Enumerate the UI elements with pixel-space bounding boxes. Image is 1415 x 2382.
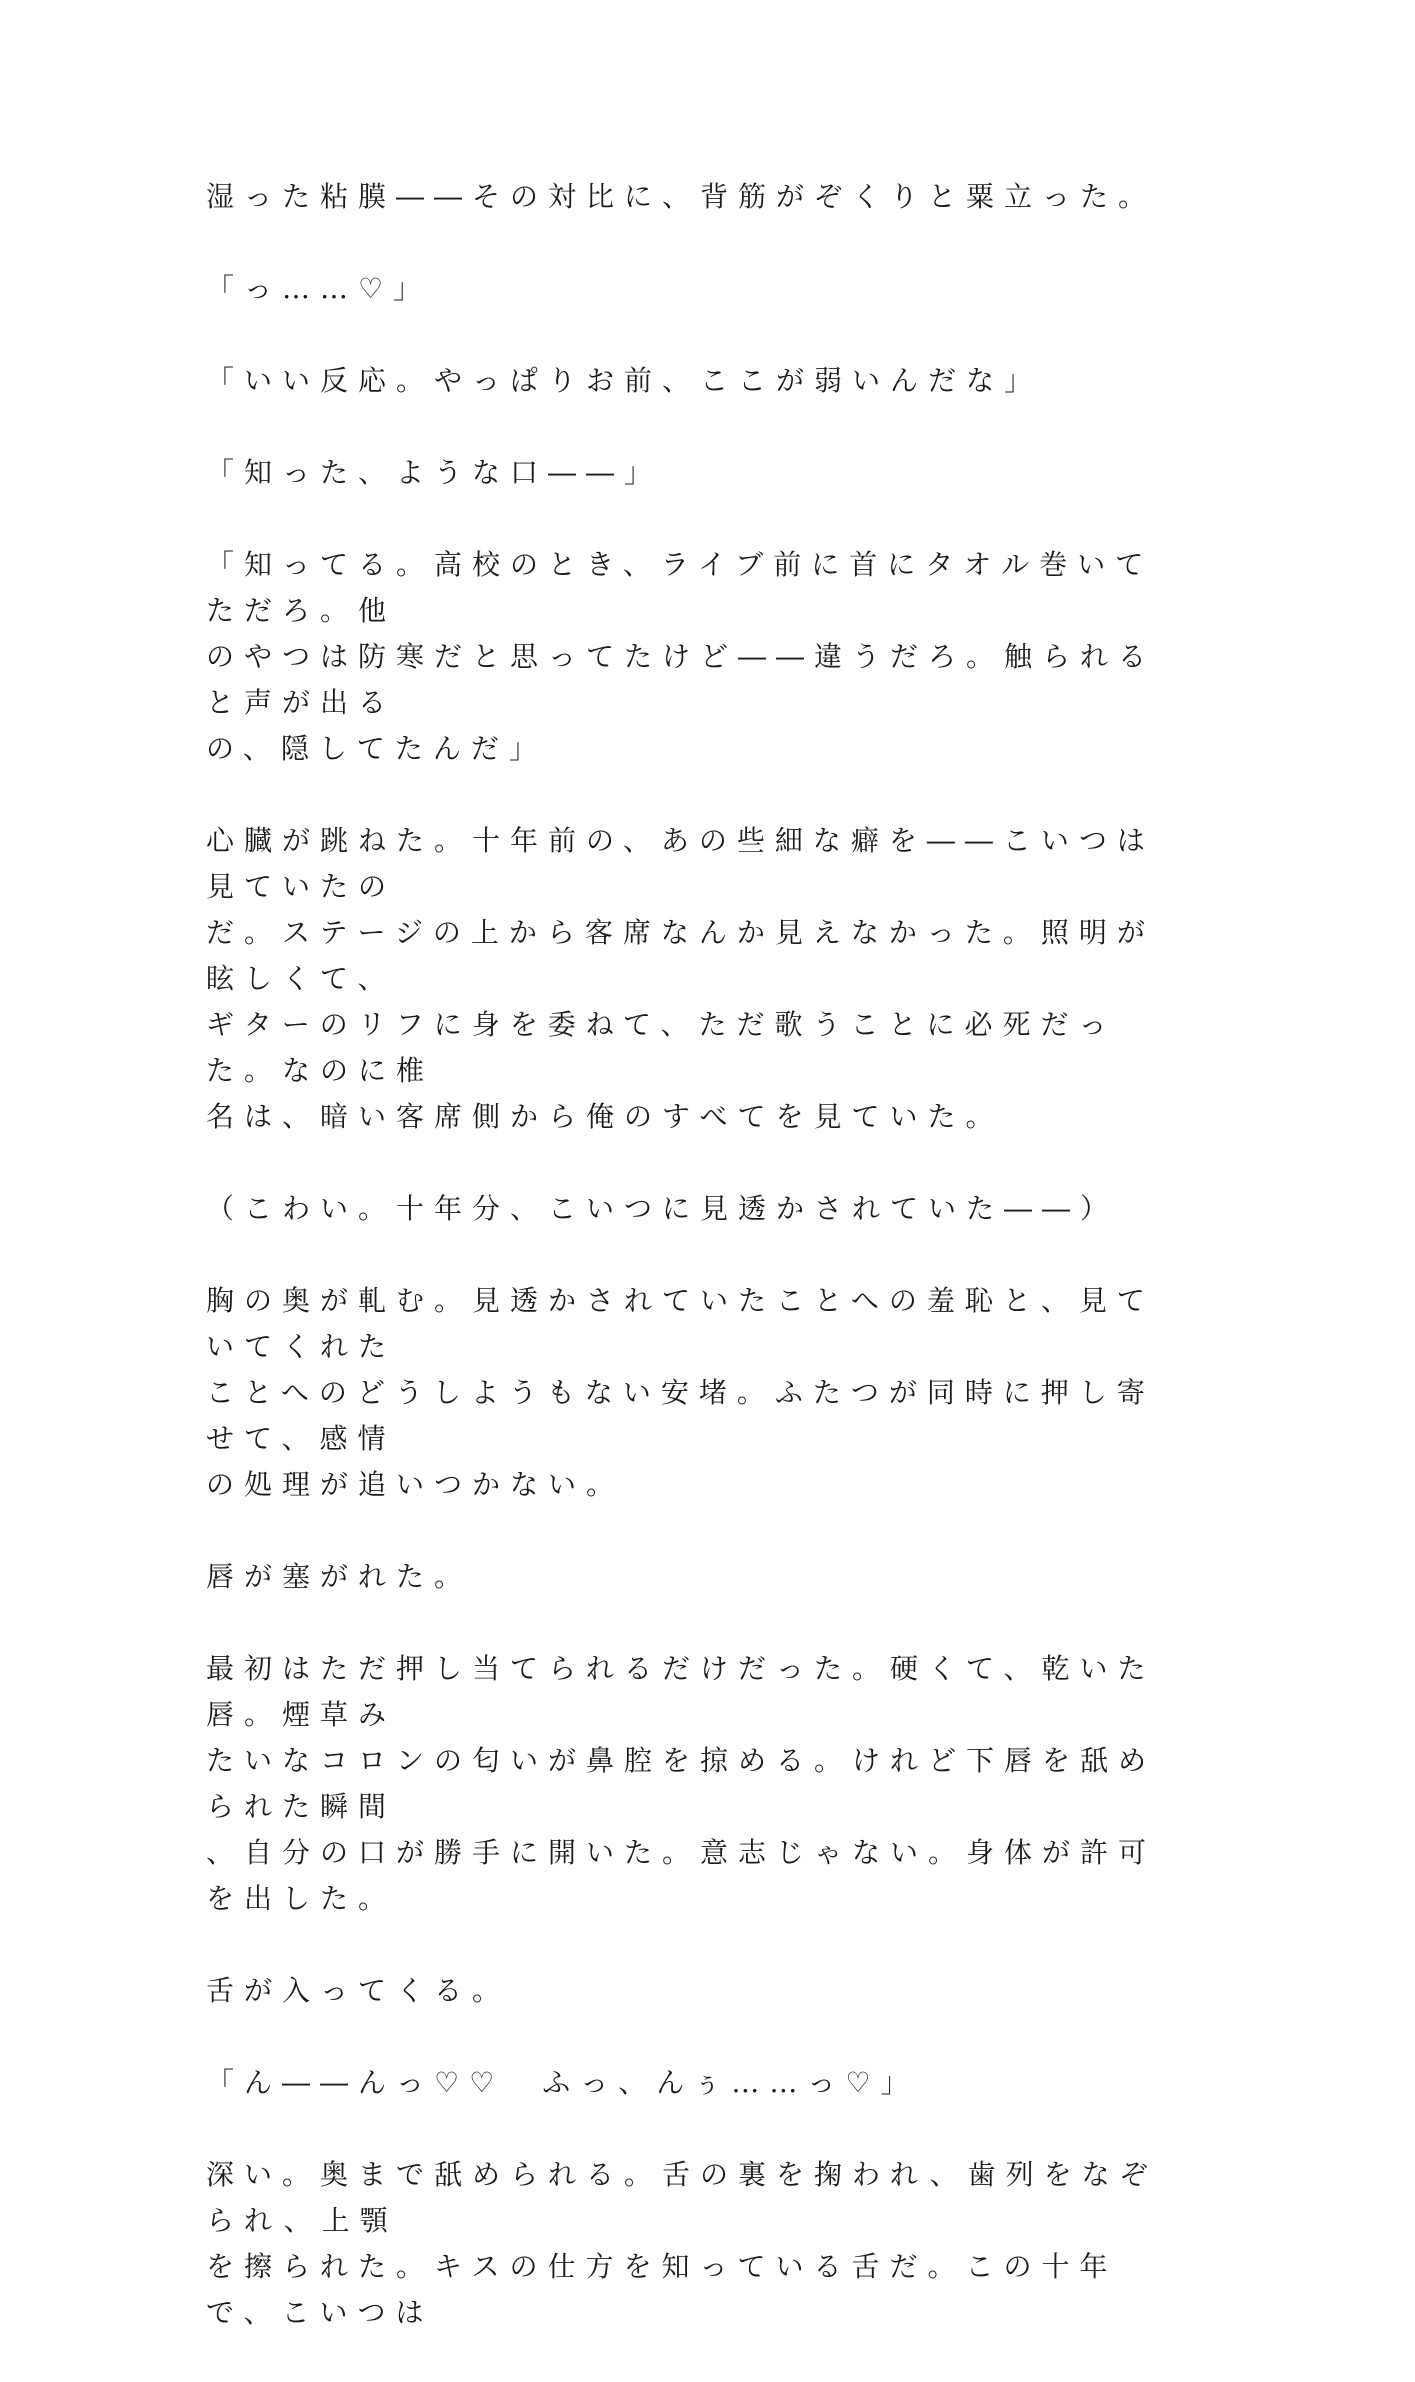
body-text bbox=[206, 174, 1186, 2382]
paragraph-2: 「っ……♡」 bbox=[206, 272, 432, 305]
paragraph-5: 「知ってる。高校のとき、ライブ前に首にタオル巻いてただろ。他 のやつは防寒だと思ってたけど――違うだろ。触られると声が出る の、隠してたんだ」 bbox=[206, 548, 1157, 765]
paragraph-12: 「ん――んっ♡♡ ふっ、んぅ……っ♡」 bbox=[206, 2066, 919, 2099]
paragraph-6: 心臓が跳ねた。十年前の、あの些細な癖を――こいつは見ていたの だ。ステージの上から客席なんか見えなかった。照明が眩しくて、 ギターのリフに身を委ねて、ただ歌うことに必死だった。なのに椎 名は、暗い客席側から俺のすべてを見ていた。 bbox=[206, 824, 1155, 1133]
paragraph-9: 唇が塞がれた。 bbox=[206, 1560, 473, 1593]
paragraph-13: 深い。奥まで舐められる。舌の裏を掬われ、歯列をなぞられ、上顎 を擦られた。キスの仕方を知っている舌だ。この十年で、こいつは bbox=[206, 2158, 1158, 2329]
paragraph-3: 「いい反応。やっぱりお前、ここが弱いんだな」 bbox=[206, 364, 1043, 397]
paragraph-4: 「知った、ような口――」 bbox=[206, 456, 663, 489]
paragraph-1: 湿った粘膜――その対比に、背筋がぞくりと粟立った。 bbox=[206, 180, 1157, 213]
paragraph-10: 最初はただ押し当てられるだけだった。硬くて、乾いた唇。煙草み たいなコロンの匂いが鼻腔を掠める。けれど下唇を舐められた瞬間 、自分の口が勝手に開いた。意志じゃない。身体が許可を出した。 bbox=[206, 1652, 1157, 1915]
paragraph-7: （こわい。十年分、こいつに見透かされていた――） bbox=[206, 1192, 1119, 1225]
paragraph-11: 舌が入ってくる。 bbox=[206, 1974, 511, 2007]
paragraph-8: 胸の奥が軋む。見透かされていたことへの羞恥と、見ていてくれた ことへのどうしようもない安堵。ふたつが同時に押し寄せて、感情 の処理が追いつかない。 bbox=[206, 1284, 1155, 1501]
